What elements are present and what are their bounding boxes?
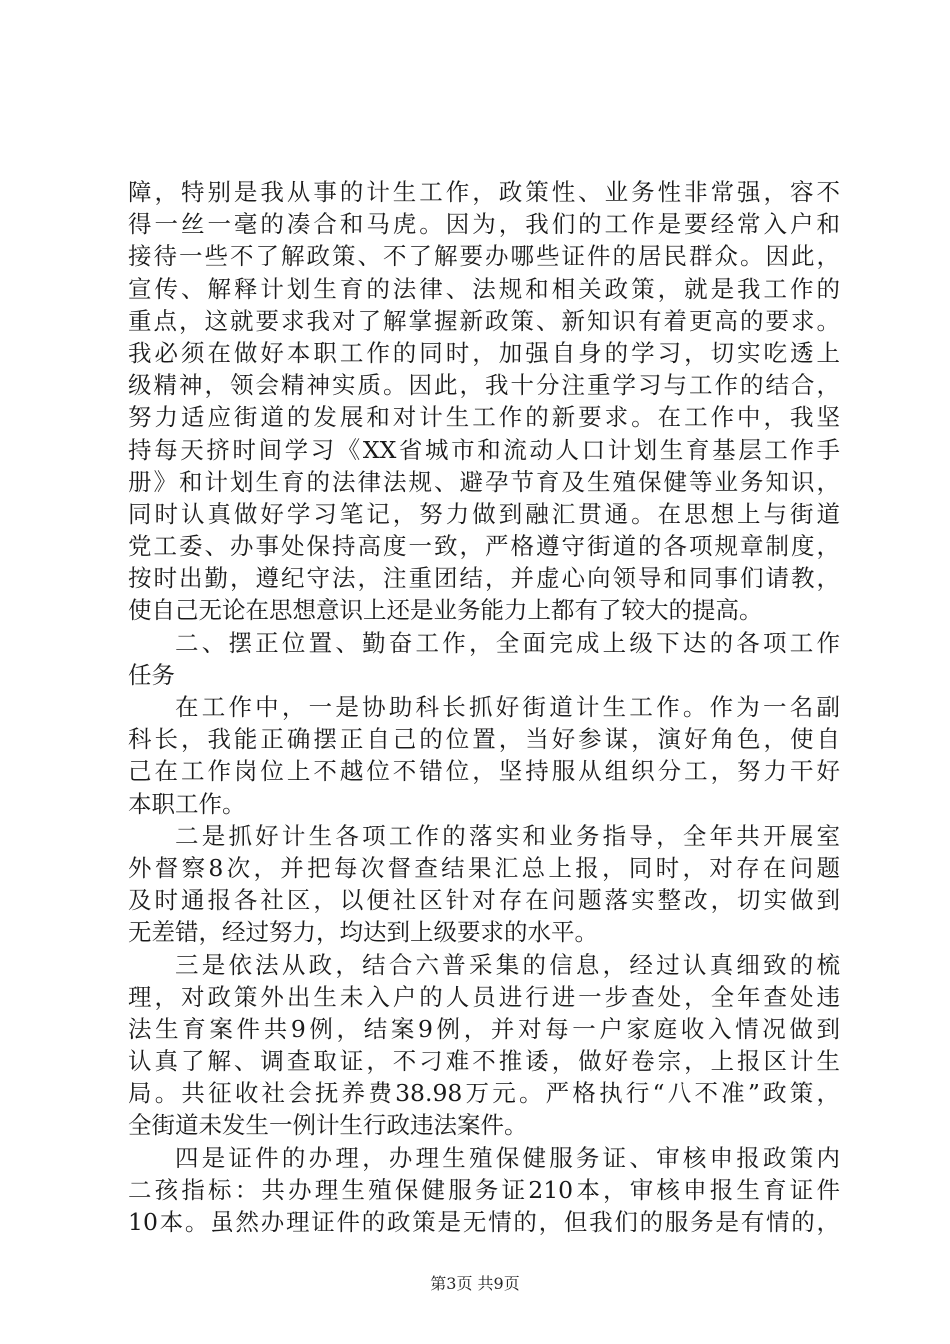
text-line: 我必须在做好本职工作的同时，加强自身的学习，切实吃透上 — [128, 338, 840, 367]
text-line: 接待一些不了解政策、不了解要办哪些证件的居民群众。因此， — [128, 242, 840, 271]
document-body — [128, 176, 840, 1238]
text-line: 四是证件的办理，办理生殖保健服务证、审核申报政策内 — [175, 1143, 840, 1172]
text-line: 持每天挤时间学习《XX省城市和流动人口计划生育基层工作手 — [128, 435, 840, 464]
text-line: 认真了解、调查取证，不刁难不推诿，做好卷宗，上报区计生 — [128, 1047, 840, 1076]
text-line: 二孩指标：共办理生殖保健服务证210本，审核申报生育证件 — [128, 1175, 840, 1204]
text-line: 二是抓好计生各项工作的落实和业务指导，全年共开展室 — [175, 821, 840, 850]
text-line: 三是依法从政，结合六普采集的信息，经过认真细致的梳 — [175, 950, 840, 979]
text-line: 理，对政策外出生未入户的人员进行进一步查处，全年查处违 — [128, 982, 840, 1011]
text-line: 局。共征收社会抚养费38.98万元。严格执行“八不准”政策， — [128, 1079, 840, 1108]
text-line: 使自己无论在思想意识上还是业务能力上都有了较大的提高。 — [128, 596, 763, 625]
text-line: 法生育案件共9例，结案9例，并对每一户家庭收入情况做到 — [128, 1014, 840, 1043]
text-line: 册》和计划生育的法律法规、避孕节育及生殖保健等业务知识， — [128, 467, 840, 496]
text-line: 科长，我能正确摆正自己的位置，当好参谋，演好角色，使自 — [128, 725, 840, 754]
text-line: 在工作中，一是协助科长抓好街道计生工作。作为一名副 — [175, 693, 840, 721]
text-line: 同时认真做好学习笔记，努力做到融汇贯通。在思想上与街道 — [128, 499, 840, 528]
text-line: 党工委、办事处保持高度一致，严格遵守街道的各项规章制度， — [128, 532, 840, 561]
text-line: 本职工作。 — [128, 789, 246, 818]
text-line: 宣传、解释计划生育的法律、法规和相关政策，就是我工作的 — [128, 274, 840, 303]
text-line: 按时出勤，遵纪守法，注重团结，并虚心向领导和同事们请教， — [128, 564, 840, 593]
text-line: 努力适应街道的发展和对计生工作的新要求。在工作中，我坚 — [128, 403, 840, 432]
text-line: 全街道未发生一例计生行政违法案件。 — [128, 1111, 528, 1140]
text-line: 二、摆正位置、勤奋工作，全面完成上级下达的各项工作 — [175, 628, 840, 657]
text-line: 得一丝一毫的凑合和马虎。因为，我们的工作是要经常入户和 — [128, 210, 840, 239]
text-line: 障，特别是我从事的计生工作，政策性、业务性非常强，容不 — [128, 178, 840, 206]
text-line: 己在工作岗位上不越位不错位，坚持服从组织分工，努力干好 — [128, 757, 840, 786]
text-line: 级精神，领会精神实质。因此，我十分注重学习与工作的结合， — [128, 371, 840, 400]
text-line: 及时通报各社区，以便社区针对存在问题落实整改，切实做到 — [128, 886, 840, 915]
text-line: 无差错，经过努力，均达到上级要求的水平。 — [128, 918, 598, 947]
text-line: 任务 — [128, 660, 175, 689]
page-footer: 第3页 共9页 — [430, 1274, 520, 1293]
text-line: 外督察8次，并把每次督查结果汇总上报，同时，对存在问题 — [128, 853, 840, 882]
text-line: 10本。虽然办理证件的政策是无情的，但我们的服务是有情的， — [128, 1208, 840, 1236]
text-line: 重点，这就要求我对了解掌握新政策、新知识有着更高的要求。 — [128, 306, 840, 335]
